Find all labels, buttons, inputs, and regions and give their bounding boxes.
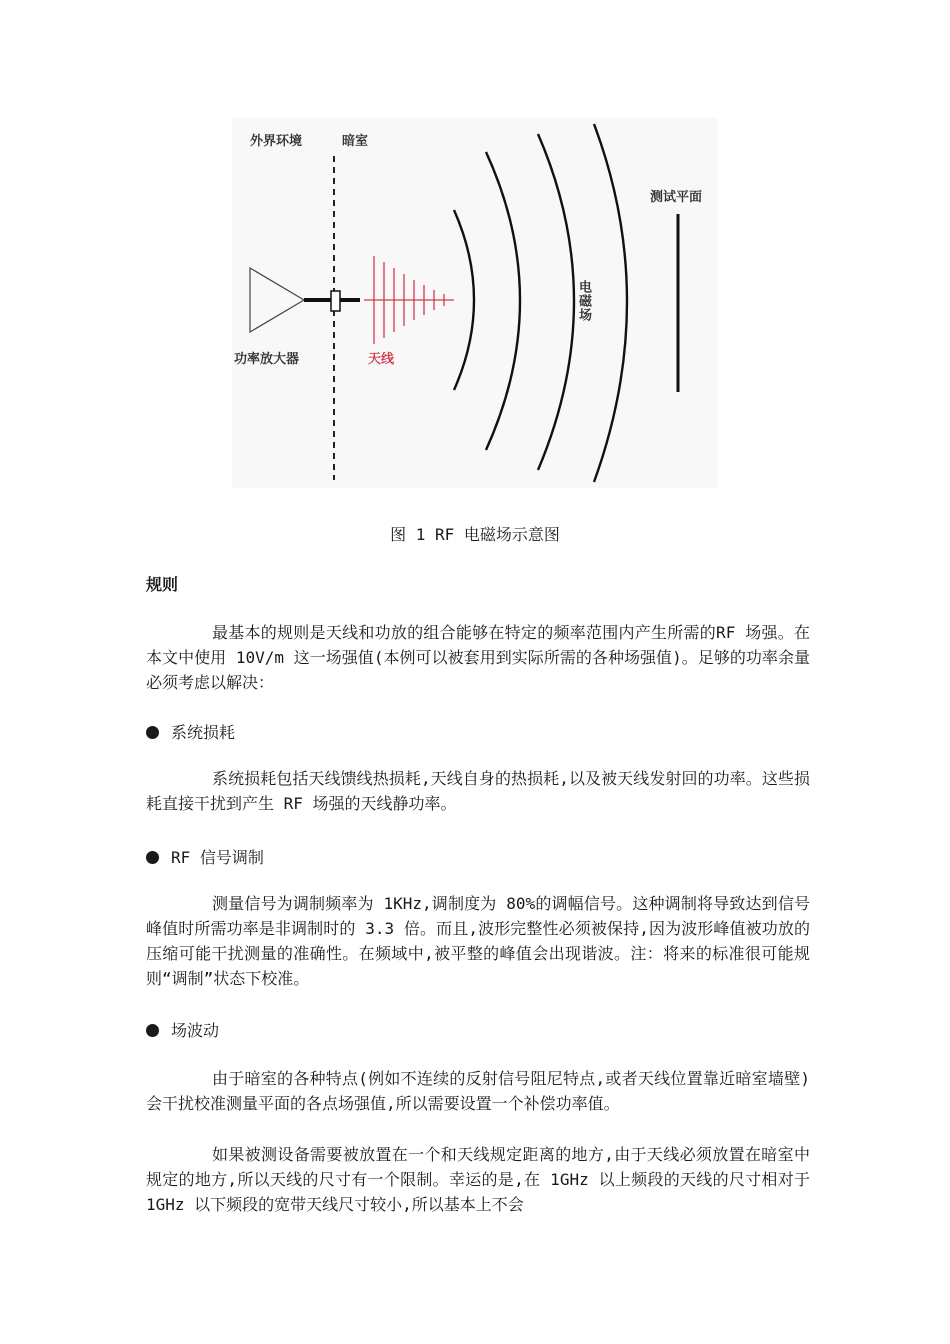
- field-wavefronts: [454, 124, 627, 482]
- amplifier-triangle-icon: [250, 268, 304, 332]
- bullet-system-loss: [146, 720, 235, 743]
- bullet-rf-modulation: [146, 845, 264, 868]
- wavefront-4: [594, 124, 627, 482]
- paragraph-modulation: 测量信号为调制频率为 1KHz,调制度为 80%的调幅信号。这种调制将导致达到信号峰值时所需功率是非调制时的 3.3 倍。而且,波形完整性必须被保持,因为波形峰值被功放的压缩可能干扰测量的准确性。在频域中,被平整的峰值会出现谐波。注：将来的标准很可能规则“调制”状态下校准。: [146, 894, 810, 988]
- paragraph-field-fluctuation: 由于暗室的各种特点(例如不连续的反射信号阻尼特点,或者天线位置靠近暗室墙壁)会干扰校准测量平面的各点场强值,所以需要设置一个补偿功率值。: [146, 1069, 810, 1113]
- bullet-label: 场波动: [171, 1021, 220, 1040]
- connector-icon: [331, 291, 340, 311]
- paragraph-placement: 如果被测设备需要被放置在一个和天线规定距离的地方,由于天线必须放置在暗室中规定的地方,所以天线的尺寸有一个限制。幸运的是,在 1GHz 以上频段的天线的尺寸相对于 1GHz 以下频段的宽带天线尺寸较小,所以基本上不会: [146, 1145, 810, 1214]
- paragraph-intro: 最基本的规则是天线和功放的组合能够在特定的频率范围内产生所需的RF 场强。在本文中使用 10V/m 这一场强值(本例可以被套用到实际所需的各种场强值)。足够的功率余量必须考虑以解决：: [146, 623, 810, 692]
- figure-caption: 图 1 RF 电磁场示意图: [390, 525, 560, 544]
- bullet-label: 系统损耗: [171, 723, 236, 742]
- bullet-field-fluctuation: [146, 1018, 219, 1041]
- wavefront-1: [454, 210, 474, 390]
- section-title: 规则: [146, 575, 179, 594]
- paragraph-system-loss: 系统损耗包括天线馈线热损耗,天线自身的热损耗,以及被天线发射回的功率。这些损耗直接干扰到产生 RF 场强的天线静功率。: [146, 769, 810, 813]
- bullet-dot-icon: [146, 726, 159, 739]
- wavefront-3: [538, 134, 574, 470]
- antenna-icon: [364, 256, 454, 344]
- bullet-label: RF 信号调制: [171, 848, 264, 867]
- rf-field-diagram: [232, 118, 717, 488]
- diagram-graphic: [232, 118, 717, 488]
- label-outside-environment: 外界环境: [250, 134, 303, 149]
- wavefront-2: [486, 152, 520, 450]
- bullet-dot-icon: [146, 851, 159, 864]
- label-em-field: 电磁场: [576, 280, 591, 322]
- label-power-amplifier: 功率放大器: [234, 352, 300, 367]
- label-test-plane: 测试平面: [650, 190, 703, 205]
- bullet-dot-icon: [146, 1024, 159, 1037]
- label-anechoic-chamber: 暗室: [342, 134, 369, 149]
- label-antenna: 天线: [368, 352, 395, 367]
